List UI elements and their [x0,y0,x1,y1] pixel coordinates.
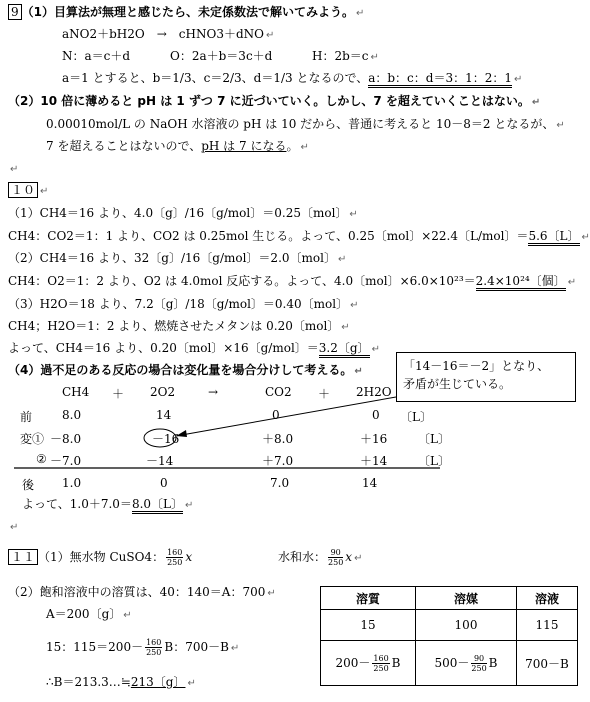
solution-table [320,586,578,686]
callout-line-1: 「14－16＝－2」となり、 [403,359,550,373]
th-solution: 溶液 [517,587,578,610]
q9-balance-h: H：2b＝c ↵ [312,49,379,63]
th-solvent: 溶媒 [416,587,517,610]
row-change1-h2o: ＋16 [360,432,388,446]
q10-answer-2: 2.4×10²⁴〔個〕 [476,274,566,291]
q11-part2-d: ∴B＝213.3…≒213〔g〕 ↵ [46,675,196,689]
q11-part1-water: 水和水： $\frac{90}{250}$ x ↵ [278,548,363,567]
td-solute-2: 200－ $\frac{160}{250}$ B [321,641,416,686]
q10-line-7: よって、CH4＝16 より、0.20〔mol〕×16〔g/mol〕＝3.2〔g〕 ↵ [8,340,380,358]
td-solvent-1: 100 [416,610,517,641]
q10-answer-1: 5.6〔L〕 [528,229,579,246]
q11-frac-1: $\frac{160}{250}$ [167,548,183,567]
q10-line-4: CH4：O2＝1：2 より、O2 は 4.0mol 反応する。よって、4.0〔mol〕×6.0×10²³＝2.4×10²⁴〔個〕 ↵ [8,273,576,291]
td-solution-1: 115 [517,610,578,641]
row-after-co2: 7.0 [270,476,290,490]
row-after-h2o: 14 [362,476,378,490]
rx-ch4: CH4 [62,385,90,399]
q10-number: １０ ↵ [8,182,48,200]
paragraph-mark-2: ↵ [10,522,19,533]
paragraph-mark: ↵ [10,164,19,175]
row-change2-unit: 〔L〕 [418,454,450,468]
rx-plus-2: ＋ [318,387,331,401]
q9-equation: aNO2＋bH2O → cHNO3＋dNO ↵ [62,27,275,41]
q9-part2-answer: pH は 7 になる [201,139,287,153]
q11-part2-b: A＝200〔g〕 ↵ [46,607,132,621]
row-change2-o2: －14 [146,454,174,468]
row-before-label: 前 [20,410,33,424]
q9-answer: a：b：c：d＝3：1：2：1 [368,71,512,88]
q10-line-6: CH4；H2O＝1：2 より、燃焼させたメタンは 0.20〔mol〕 ↵ [8,319,350,333]
row-after-o2: 0 [160,476,168,490]
row-change2-label: ② [36,452,47,466]
td-solute-1: 15 [321,610,416,641]
rx-arrow: → [208,385,219,399]
q11-frac-2: $\frac{90}{250}$ [328,548,344,567]
row-change1-co2: ＋8.0 [262,432,294,446]
row-before-h2o: 0 [372,408,380,422]
q10-answer-4: 8.0〔L〕 [132,497,183,514]
row-change1-unit: 〔L〕 [418,432,450,446]
q11-part2-a: （2）飽和溶液中の溶質は、40：140＝A：700 ↵ [8,585,276,599]
row-before-co2: 0 [272,408,280,422]
row-after-ch4: 1.0 [62,476,82,490]
q10-conclusion: よって、1.0＋7.0＝8.0〔L〕 ↵ [22,496,193,514]
q9-part2-text-1: 0.00010mol/L の NaOH 水溶液の pH は 10 だから、普通に考えると 10－8＝2 となるが、 ↵ [46,117,565,131]
q10-line-1: （1）CH4＝16 より、4.0〔g〕/16〔g/mol〕＝0.25〔mol〕 ↵ [8,206,358,220]
rx-plus-1: ＋ [112,387,125,401]
q10-line-8: （4）過不足のある反応の場合は変化量を場合分けして考える。 ↵ [8,363,363,377]
row-change2-ch4: －7.0 [50,454,82,468]
q11-frac-3: $\frac{160}{250}$ [146,638,162,657]
q10-line-5: （3）H2O＝18 より、7.2〔g〕/18〔g/mol〕＝0.40〔mol〕 ↵ [8,297,359,311]
row-change2-co2: ＋7.0 [262,454,294,468]
row-before-unit: 〔L〕 [400,410,432,424]
q11-answer: 213〔g〕 [130,675,186,689]
q10-answer-3: 3.2〔g〕 [319,341,370,358]
q9-balance-n: N：a＝c＋d [62,49,131,63]
td-solvent-2: 500－ $\frac{90}{250}$ B [416,641,517,686]
th-solute: 溶質 [321,587,416,610]
rx-h2o: 2H2O [356,385,392,399]
pointer-arrowhead [176,430,187,437]
circle-mark [144,429,176,447]
callout-line-2: 矛盾が生じている。 [403,377,512,391]
row-change1-ch4: －8.0 [50,432,82,446]
rx-o2: 2O2 [150,385,176,399]
row-change1-label: 変① [20,432,45,446]
q9-part1-heading: 9 （1）目算法が無理と感じたら、未定係数法で解いてみよう。 ↵ [8,4,364,22]
q9-part2-text-2: 7 を超えることはないので、pH は 7 になる。 ↵ [46,139,309,153]
td-solution-2: 700－B [517,641,578,686]
row-after-label: 後 [22,478,35,492]
q9-number: 9 [8,4,22,20]
callout-pointer [176,397,396,436]
row-before-o2: 14 [156,408,172,422]
q9-result: a＝1 とすると、b＝1/3、c＝2/3、d＝1/3 となるので、a：b：c：d＝3：1：2：1 ↵ [62,70,522,88]
q11-number: １１ [8,549,38,565]
q11-part2-c: 15：115＝200－ $\frac{160}{250}$ B：700－B ↵ [46,638,240,657]
q11-part1: １１ （1）無水物 CuSO4： $\frac{160}{250}$ x [8,548,192,567]
q10-line-2: CH4：CO2＝1：1 より、CO2 は 0.25mol 生じる。よって、0.25〔mol〕×22.4〔L/mol〕＝5.6〔L〕 ↵ [8,228,590,246]
row-before-ch4: 8.0 [62,408,82,422]
q10-line-3: （2）CH4＝16 より、32〔g〕/16〔g/mol〕＝2.0〔mol〕 ↵ [8,251,347,265]
q9-balance-o: O：2a＋b＝3c＋d [170,49,273,63]
row-change1-o2: －16 [152,432,180,446]
rx-co2: CO2 [265,385,292,399]
q9-part2-heading: （2）10 倍に薄めると pH は 1 ずつ 7 に近づいていく。しかし、7 を超えていくことはない。 ↵ [8,94,541,108]
row-change2-h2o: ＋14 [360,454,388,468]
